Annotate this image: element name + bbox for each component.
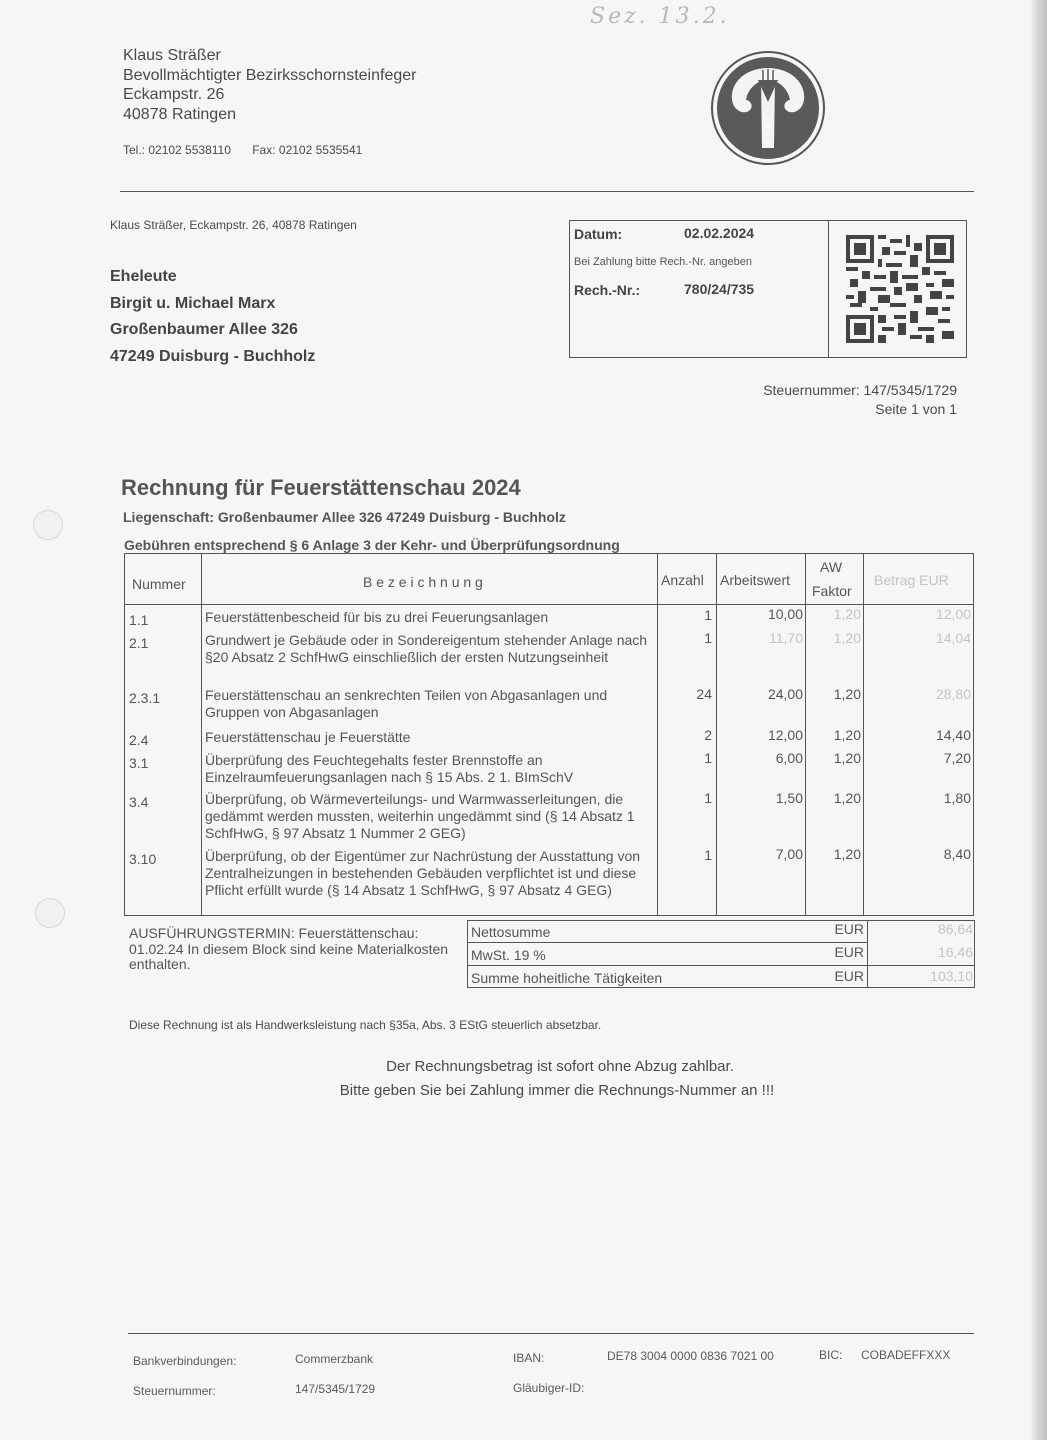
invoice-title: Rechnung für Feuerstättenschau 2024 (121, 475, 521, 500)
footer-bic-value: COBADEFFXXX (861, 1348, 951, 1362)
sender-fax: Fax: 02102 5535541 (252, 143, 363, 157)
row-6-work-value: 1,50 (775, 790, 803, 806)
recipient-line-1: Eheleute (110, 268, 177, 285)
row-4-factor: 1,20 (833, 727, 861, 743)
punch-hole-bottom (35, 898, 65, 928)
row-5-work-value: 6,00 (775, 750, 803, 766)
invoice-number-label: Rech.-Nr.: (574, 282, 641, 298)
row-2-work-value: 11,70 (769, 630, 803, 646)
row-1-number: 1.1 (129, 612, 149, 628)
footer-bic-label: BIC: (819, 1348, 843, 1362)
row-3-amount: 28,80 (935, 686, 971, 702)
recipient-line-2: Birgit u. Michael Marx (110, 294, 276, 312)
row-7-description: Überprüfung, ob der Eigentümer zur Nachrüstung der Ausstattung von Zentralheizungen in bestehenden Gebäuden verpflichtet ist und diese Pflicht erfüllt wurde (§ 14 Absatz 1 SchfHwG, § 97 Absatz 4 GEG) (205, 848, 641, 898)
footer-bank-name: Commerzbank (295, 1352, 374, 1366)
footer-tax-label: Steuernummer: (133, 1384, 216, 1398)
header-divider (120, 191, 974, 192)
total-net-label: Nettosumme (471, 924, 551, 940)
info-box-divider (828, 221, 829, 357)
row-2-amount: 14,04 (935, 630, 971, 646)
header-anzahl: Anzahl (661, 572, 704, 588)
row-1-quantity: 1 (704, 607, 712, 623)
sender-name: Klaus Sträßer (123, 47, 221, 64)
tax-deduction-note: Diese Rechnung ist als Handwerksleistung nach §35a, Abs. 3 EStG steuerlich absetzbar. (129, 1018, 602, 1032)
row-3-work-value: 24,00 (767, 686, 803, 702)
col-divider-2 (657, 553, 658, 916)
row-5-description: Überprüfung des Feuchtegehalts fester Brennstoffe an Einzelraumfeuerungsanlagen nach § 15 Abs. 2 1. BImSchV (205, 752, 574, 785)
row-6-number: 3.4 (129, 794, 149, 810)
footer-bank-label: Bankverbindungen: (133, 1354, 237, 1368)
chimney-sweep-guild-logo (710, 50, 826, 166)
row-4-work-value: 12,00 (767, 727, 803, 743)
header-betrag: Betrag EUR (874, 572, 949, 588)
footer-divider (128, 1333, 974, 1334)
payment-hint: Bei Zahlung bitte Rech.-Nr. angeben (574, 256, 752, 268)
row-2-factor: 1,20 (833, 630, 861, 646)
date-label: Datum: (574, 226, 623, 242)
recipient-line-4: 47249 Duisburg - Buchholz (110, 347, 316, 365)
col-divider-3 (716, 553, 717, 916)
payment-terms-line-1: Der Rechnungsbetrag ist sofort ohne Abzug zahlbar. (386, 1058, 734, 1075)
sender-contact (123, 143, 380, 157)
row-7-amount: 8,40 (943, 846, 971, 862)
sender-address (123, 46, 416, 124)
row-4-number: 2.4 (129, 732, 149, 748)
footer-iban-label: IBAN: (513, 1351, 545, 1365)
return-address: Klaus Sträßer, Eckampstr. 26, 40878 Ratingen (110, 218, 357, 232)
row-4-description: Feuerstättenschau je Feuerstätte (205, 729, 411, 745)
header-bezeichnung: B e z e i c h n u n g (363, 574, 483, 590)
header-aw: AW (820, 559, 843, 575)
recipient-line-3: Großenbaumer Allee 326 (110, 321, 298, 338)
total-vat-value: 16,46 (937, 944, 973, 960)
tax-and-page-info (763, 381, 957, 419)
row-6-factor: 1,20 (833, 790, 861, 806)
col-divider-1 (201, 553, 202, 916)
row-5-quantity: 1 (704, 750, 712, 766)
row-2-number: 2.1 (129, 635, 149, 651)
sender-phone: Tel.: 02102 5538110 (123, 143, 231, 157)
handwritten-note: Sez. 13.2. (590, 4, 730, 29)
row-3-description: Feuerstättenschau an senkrechten Teilen von Abgasanlagen und Gruppen von Abgasanlagen (205, 687, 608, 720)
row-4-quantity: 2 (704, 727, 712, 743)
table-header-divider (124, 604, 974, 605)
row-1-description: Feuerstättenbescheid für bis zu drei Feuerungsanlagen (205, 609, 549, 625)
row-6-amount: 1,80 (943, 790, 971, 806)
total-sum-currency: EUR (834, 968, 864, 984)
header-arbeitswert: Arbeitswert (720, 572, 791, 588)
sender-city: 40878 Ratingen (123, 105, 236, 123)
total-net-currency: EUR (834, 921, 864, 937)
row-2-description: Grundwert je Gebäude oder in Sondereigentum stehender Anlage nach §20 Absatz 2 SchfHwG einschließlich der ersten Nutzungseinheit (205, 632, 648, 665)
tax-number-line: Steuernummer: 147/5345/1729 (763, 382, 957, 398)
row-7-number: 3.10 (129, 851, 157, 867)
execution-note: AUSFÜHRUNGSTERMIN: Feuerstättenschau: 01.02.24 In diesem Block sind keine Materialkosten enthalten. (129, 925, 449, 972)
invoice-info-box (569, 220, 967, 358)
total-vat-currency: EUR (834, 944, 864, 960)
row-4-amount: 14,40 (935, 727, 971, 743)
row-5-amount: 7,20 (943, 750, 971, 766)
total-sum-label: Summe hoheitliche Tätigkeiten (471, 970, 663, 986)
property-line: Liegenschaft: Großenbaumer Allee 326 47249 Duisburg - Buchholz (123, 509, 566, 525)
footer-iban-value: DE78 3004 0000 0836 7021 00 (607, 1349, 774, 1363)
sender-role: Bevollmächtigter Bezirksschornsteinfeger (123, 66, 417, 84)
recipient-address (110, 264, 315, 370)
row-6-quantity: 1 (704, 790, 712, 806)
header-nummer: Nummer (132, 576, 186, 592)
row-3-factor: 1,20 (833, 686, 861, 702)
scan-edge-shadow (1029, 0, 1047, 1440)
fees-basis-line: Gebühren entsprechend § 6 Anlage 3 der Kehr- und Überprüfungsordnung (124, 537, 620, 553)
row-5-number: 3.1 (129, 755, 149, 771)
total-net-value: 86,64 (937, 921, 973, 937)
row-1-work-value: 10,00 (767, 606, 803, 622)
row-3-number: 2.3.1 (129, 690, 161, 706)
footer-tax-value: 147/5345/1729 (295, 1382, 376, 1396)
row-2-quantity: 1 (704, 630, 712, 646)
col-divider-4 (805, 553, 806, 916)
payment-terms-line-2: Bitte geben Sie bei Zahlung immer die Rechnungs-Nummer an !!! (339, 1082, 775, 1099)
row-3-quantity: 24 (696, 686, 712, 702)
row-1-factor: 1,20 (833, 606, 861, 622)
row-7-factor: 1,20 (833, 846, 861, 862)
invoice-number-value: 780/24/735 (684, 281, 755, 297)
row-6-description: Überprüfung, ob Wärmeverteilungs- und Warmwasserleitungen, die gedämmt werden mussten, weiterhin ungedämmt sind (§ 14 Absatz 1 SchfHwG, § 97 Absatz 1 Nummer 2 GEG) (205, 791, 635, 841)
col-divider-5 (863, 553, 864, 916)
date-value: 02.02.2024 (684, 225, 755, 241)
row-5-factor: 1,20 (833, 750, 861, 766)
header-faktor: Faktor (812, 583, 852, 599)
page-line: Seite 1 von 1 (875, 401, 957, 417)
footer-creditor-label: Gläubiger-ID: (513, 1381, 585, 1395)
row-1-amount: 12,00 (935, 606, 971, 622)
total-sum-value: 103,10 (930, 968, 973, 984)
total-vat-label: MwSt. 19 % (471, 947, 546, 963)
row-7-work-value: 7,00 (775, 846, 803, 862)
sender-street: Eckampstr. 26 (123, 86, 225, 103)
punch-hole-top (33, 510, 63, 540)
qr-code (846, 235, 954, 343)
row-7-quantity: 1 (704, 847, 712, 863)
